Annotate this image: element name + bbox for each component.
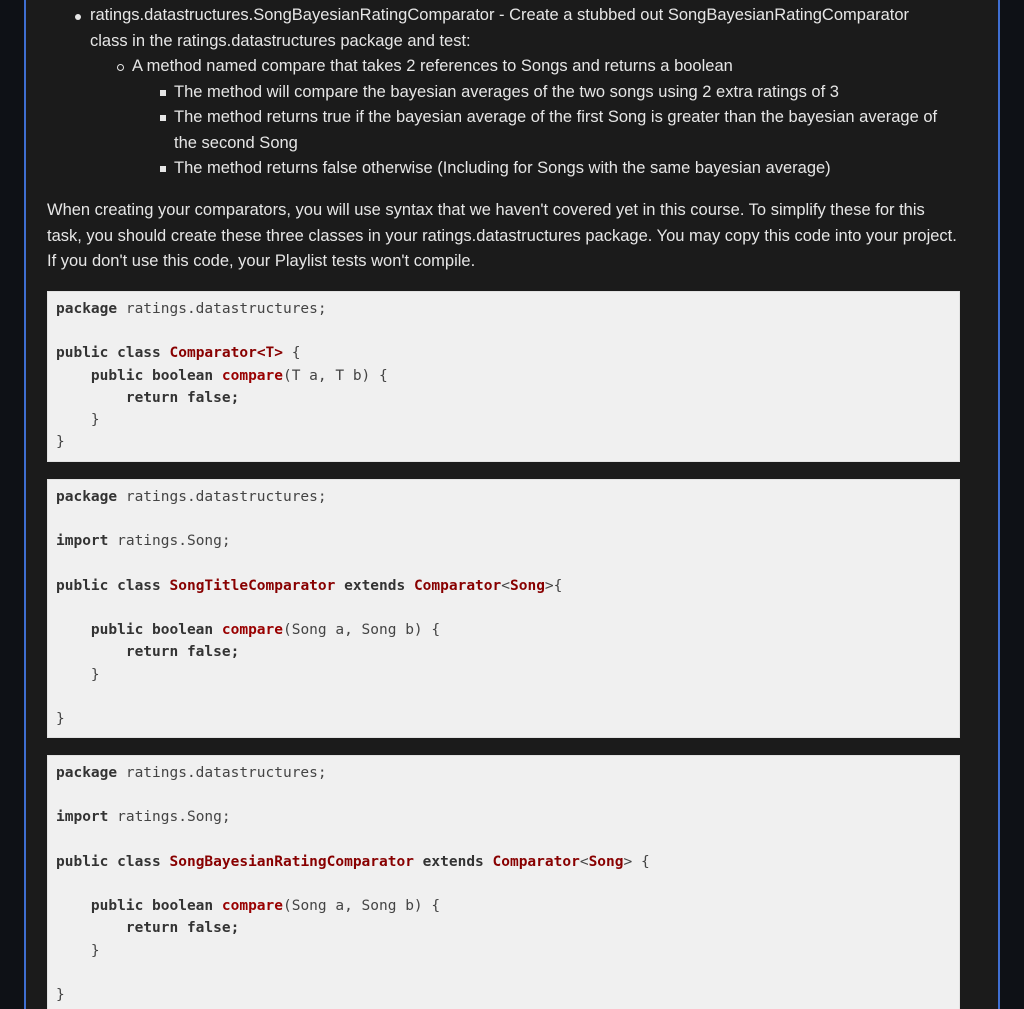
code-block-song-bayesian-rating-comparator[interactable] (47, 755, 960, 1009)
list-item (150, 80, 946, 106)
code-keyword: package (56, 301, 118, 317)
code-parent-class: Comparator (413, 577, 502, 594)
intro-paragraph: When creating your comparators, you will use syntax that we haven't covered yet in this course. To simplify these for this task, you should create these three classes in your ratings.datastructures package. You may copy this code into your project. If you don't use this code, your Playlist tests won't compile. (47, 201, 957, 270)
code-text: ratings.Song; (108, 533, 231, 550)
code-text: ratings.Song; (108, 809, 231, 826)
list-item (108, 54, 946, 182)
code-generic: <T> (256, 345, 284, 362)
code-text: } (56, 434, 65, 451)
code-keyword: public boolean (90, 367, 214, 384)
code-keyword: public (56, 853, 109, 870)
code-keyword: public boolean (90, 898, 214, 915)
code-keyword: extends (413, 853, 493, 870)
code-keyword: return false; (125, 389, 240, 406)
detail-text: The method returns true if the bayesian average of the first Song is greater than the bayesian average of the second Song (174, 108, 938, 152)
requirements-list (66, 3, 946, 182)
list-item (150, 105, 946, 156)
content-panel (24, 0, 1000, 1009)
code-class-name: SongBayesianRatingComparator (169, 853, 414, 870)
code-keyword: return false; (125, 920, 240, 937)
code-text: ratings.datastructures; (117, 301, 327, 317)
code-keyword: extends (335, 577, 414, 594)
code-keyword: class (108, 577, 170, 594)
code-parent-class: Comparator (492, 853, 580, 870)
code-class-name: Comparator (169, 345, 257, 362)
code-text: } (56, 987, 65, 1004)
code-text: ratings.datastructures; (117, 765, 327, 781)
detail-text: The method returns false otherwise (Including for Songs with the same bayesian average) (174, 159, 831, 177)
code-keyword: package (56, 489, 118, 505)
code-text: ratings.datastructures; (117, 489, 327, 505)
code-keyword: class (108, 853, 170, 870)
code-text: < (501, 577, 510, 594)
sub-requirement-text: A method named compare that takes 2 references to Songs and returns a boolean (132, 57, 733, 75)
code-keyword: public boolean (90, 622, 214, 639)
list-item (150, 156, 946, 182)
code-block-song-title-comparator[interactable] (47, 479, 960, 738)
code-text: >{ (544, 577, 563, 594)
requirement-text: ratings.datastructures.SongBayesianRatingComparator - Create a stubbed out SongBayesianRatingComparator class in the ratings.datastructures package and test: (90, 6, 910, 50)
code-text: (Song a, Song b) { (282, 622, 441, 639)
code-keyword: public (56, 577, 109, 594)
code-method-name: compare (221, 367, 283, 384)
code-text: } (90, 942, 100, 959)
code-class-name: SongTitleComparator (169, 577, 336, 594)
code-block-comparator[interactable] (47, 291, 960, 462)
code-text: } (90, 666, 100, 683)
code-text: (T a, T b) { (282, 367, 388, 384)
code-text: (Song a, Song b) { (282, 898, 441, 915)
code-method-name: compare (221, 898, 283, 915)
code-keyword: import (56, 809, 109, 826)
code-text: } (56, 711, 65, 728)
code-text: } (90, 412, 100, 429)
code-keyword: public (56, 345, 109, 362)
list-item (66, 3, 946, 182)
code-text: < (579, 853, 589, 870)
code-text: { (283, 345, 301, 362)
detail-list (150, 80, 946, 182)
sub-list (108, 54, 946, 182)
code-method-name: compare (221, 622, 283, 639)
code-generic: Song (510, 577, 545, 594)
code-keyword: return false; (125, 644, 240, 661)
code-keyword: package (56, 765, 118, 781)
code-generic: Song (588, 853, 624, 870)
code-keyword: import (56, 533, 109, 550)
code-keyword: class (108, 345, 170, 362)
detail-text: The method will compare the bayesian averages of the two songs using 2 extra ratings of 3 (174, 82, 839, 101)
code-text: > { (623, 853, 650, 870)
